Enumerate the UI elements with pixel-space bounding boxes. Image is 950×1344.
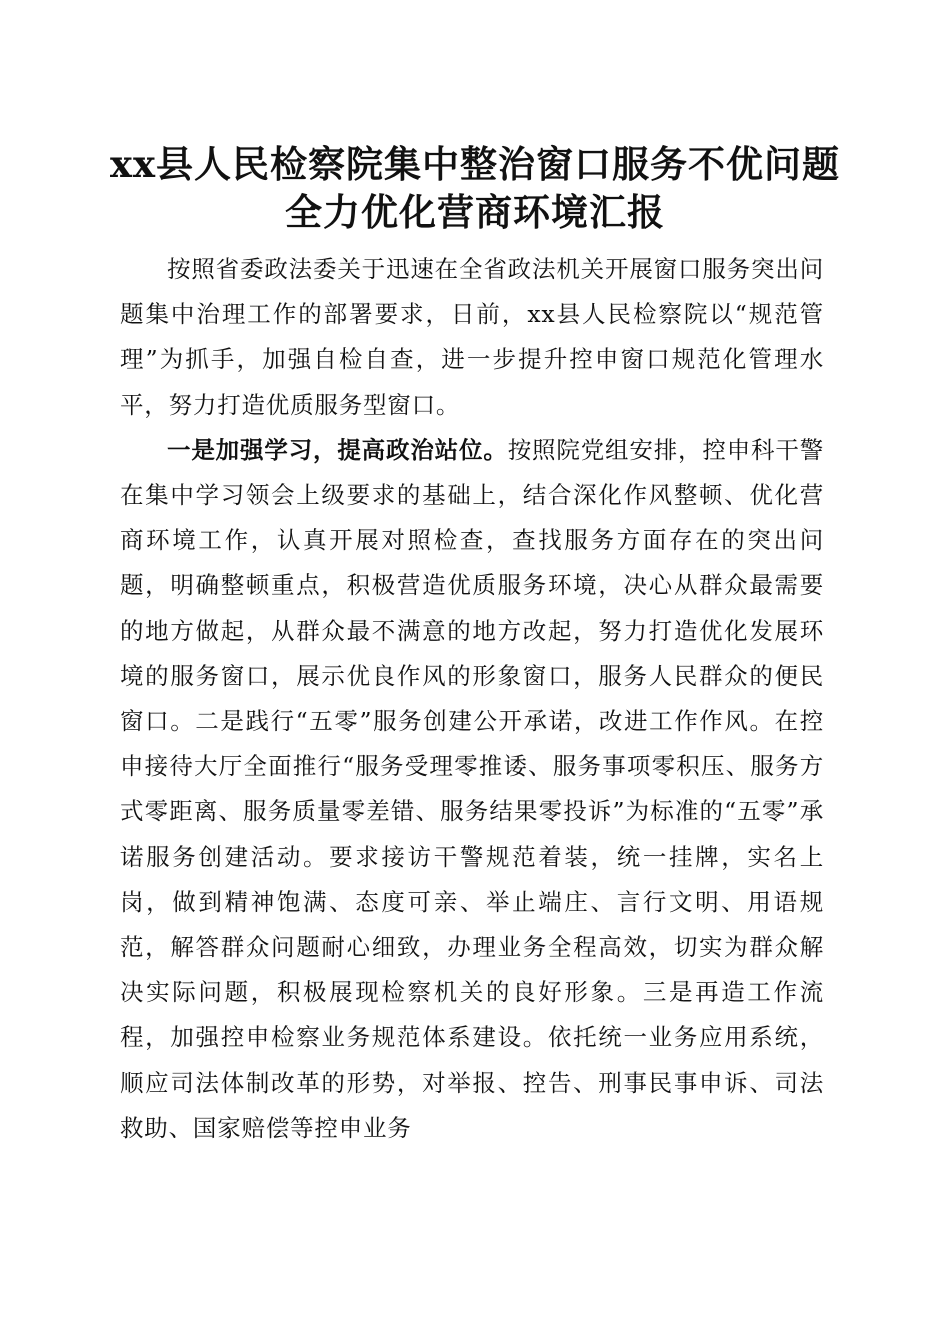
document-title [60,140,890,236]
title-line-2: 全力优化营商环境汇报 [285,190,665,234]
document-body [120,247,824,1151]
paragraph-lead-heading: 一是加强学习，提高政治站位。 [167,435,508,464]
paragraph-intro: 按照省委政法委关于迅速在全省政法机关开展窗口服务突出问题集中治理工作的部署要求，日前，xx县人民检察院以“规范管理”为抓手，加强自检自查，进一步提升控申窗口规范化管理水平，努力打造优质服务型窗口。 [120,255,824,419]
paragraph-measures-text: 按照院党组安排，控申科干警在集中学习领会上级要求的基础上，结合深化作风整顿、优化营商环境工作，认真开展对照检查，查找服务方面存在的突出问题，明确整顿重点，积极营造优质服务环境，决心从群众最需要的地方做起，从群众最不满意的地方改起，努力打造优化发展环境的服务窗口，展示优良作风的形象窗口，服务人民群众的便民窗口。二是践行“五零”服务创建公开承诺，改进工作作风。在控申接待大厅全面推行“服务受理零推诿、服务事项零积压、服务方式零距离、服务质量零差错、服务结果零投诉”为标准的“五零”承诺服务创建活动。要求接访干警规范着装，统一挂牌，实名上岗，做到精神饱满、态度可亲、举止端庄、言行文明、用语规范，解答群众问题耐心细致，办理业务全程高效，切实为群众解决实际问题，积极展现检察机关的良好形象。三是再造工作流程，加强控申检察业务规范体系建设。依托统一业务应用系统，顺应司法体制改革的形势，对举报、控告、刑事民事申诉、司法救助、国家赔偿等控申业务 [120,435,824,1142]
paragraph-measures [120,428,824,1151]
title-line-1: xx县人民检察院集中整治窗口服务不优问题 [109,142,841,186]
